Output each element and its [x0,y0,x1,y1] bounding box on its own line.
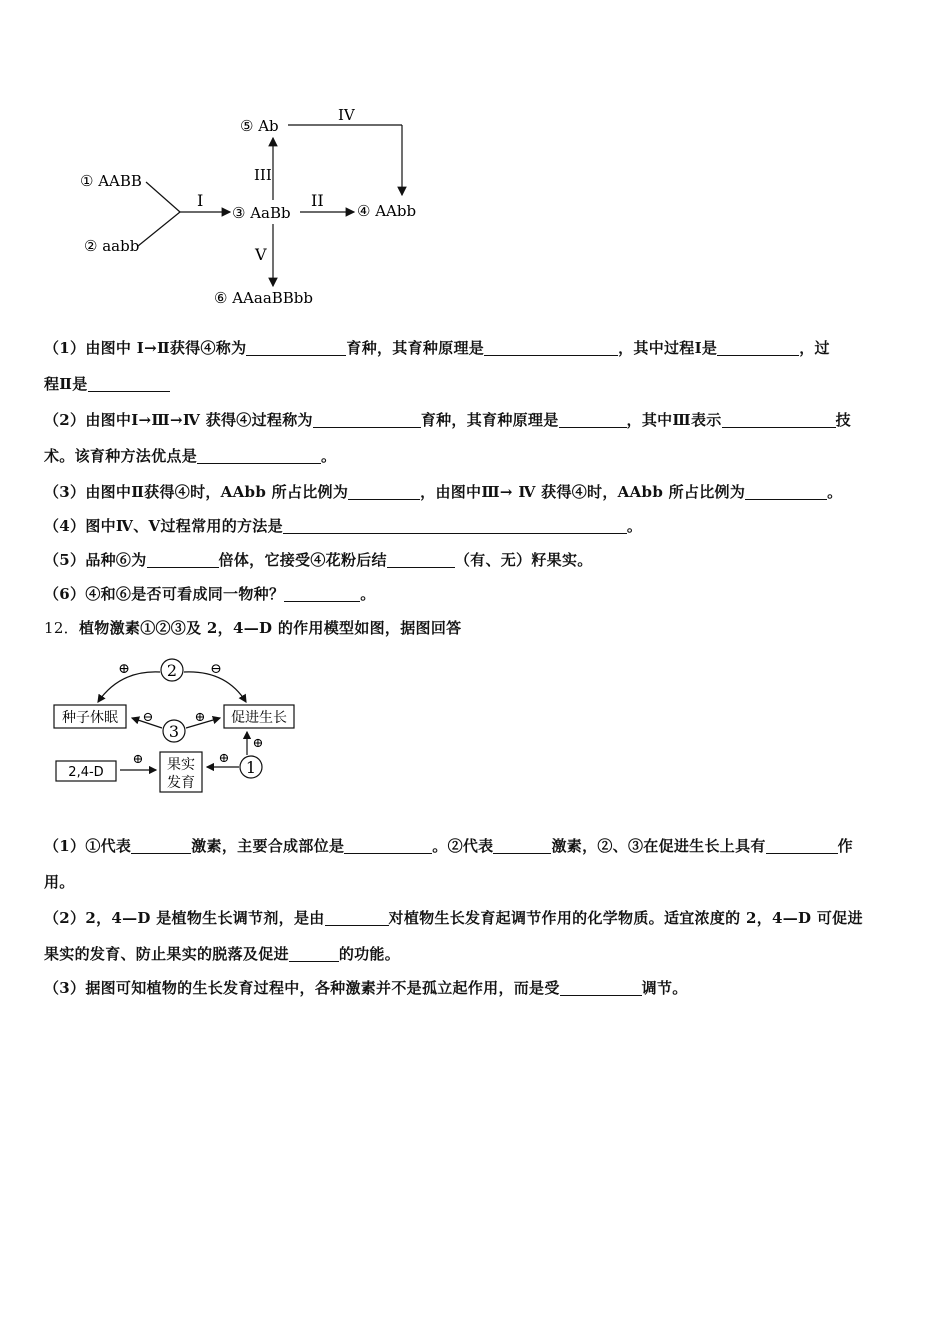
p1-q3-line [44,481,842,502]
p2-q2-line2 [44,943,400,964]
p1-q6-text-a: （6）④和⑥是否可看成同一物种？ [44,585,285,603]
label-I: I [197,191,204,210]
p1-q5-blank-1[interactable] [147,552,219,568]
fruit-label-line2: 发育 [167,775,195,791]
label-IV: IV [338,106,355,124]
p1-q1-line1 [44,337,830,358]
hormone-diagram [50,652,310,802]
p1-q2-text-e: 术。该育种方法优点是 [44,447,198,465]
p1-q2-text-d: 技 [835,411,851,429]
p1-q1-text-c: ，其中过程Ⅰ是 [618,339,718,357]
p2-q1-text-c: 。②代表 [432,837,494,855]
p1-q5-text-a: （5）品种⑥为 [44,551,147,569]
p2-q1-blank-4[interactable] [766,838,838,854]
p2-q3-blank-1[interactable] [560,980,642,996]
p2-q1-blank-2[interactable] [344,838,432,854]
p2-q2-line1 [44,907,863,928]
p2-q2-blank-2[interactable] [289,946,339,962]
hormone-2-number: 2 [166,661,178,680]
p1-q1-text-d: ，过 [799,339,830,357]
p2-q3-text-a: （3）据图可知植物的生长发育过程中，各种激素并不是孤立起作用，而是受 [44,979,560,997]
breeding-diagram [70,100,450,315]
p1-q5-text-b: 倍体，它接受④花粉后结 [218,551,387,569]
node-1: ① AABB [80,172,142,190]
p1-q2-blank-1[interactable] [313,412,421,428]
d24-label: 2,4-D [68,765,104,780]
p1-q2-text-a: （2）由图中Ⅰ→Ⅲ→Ⅳ 获得④过程称为 [44,411,313,429]
sign-2-dormancy: ⊕ [118,661,130,677]
p1-q4-text-a: （4）图中Ⅳ、Ⅴ过程常用的方法是 [44,517,283,535]
p1-q1-blank-1[interactable] [246,340,346,356]
p1-q1-blank-2[interactable] [484,340,618,356]
hormone-1-number: 1 [245,758,257,777]
p1-q2-text-c: ，其中Ⅲ表示 [626,411,722,429]
p2-q1-text-d: 激素，②、③在促进生长上具有 [551,837,766,855]
p1-q5-text-c: （有、无）籽果实。 [454,551,593,569]
p1-q6-blank-1[interactable] [284,586,360,602]
p1-q2-blank-4[interactable] [197,448,321,464]
p2-q1-text-f: 用。 [44,873,75,891]
node-3: ③ AaBb [232,204,291,222]
p1-q5-blank-2[interactable] [387,552,455,568]
p1-q4-line [44,515,642,536]
sign-3-growth: ⊕ [194,710,206,725]
p1-q5-line [44,549,593,570]
sign-3-dormancy: ⊖ [142,710,154,725]
p2-q1-line1 [44,835,853,856]
p2-q2-blank-1[interactable] [325,910,389,926]
label-V: V [255,245,267,264]
p1-q3-text-c: 。 [827,483,843,501]
p2-q2-text-a: （2）2，4—D 是植物生长调节剂，是由 [44,909,325,927]
p2-q2-text-c: 果实的发育、防止果实的脱落及促进 [44,945,289,963]
p1-q2-text-f: 。 [321,447,337,465]
p2-q2-text-d: 的功能。 [338,945,401,963]
q12-stem-text: 植物激素①②③及 2，4—D 的作用模型如图，据图回答 [79,619,462,637]
p1-q4-text-b: 。 [626,517,643,535]
p1-q6-line [44,583,376,604]
p2-q3-text-b: 调节。 [641,979,688,997]
promote-growth-label: 促进生长 [231,710,287,726]
p2-q1-blank-3[interactable] [493,838,551,854]
question-12-stem [44,617,461,638]
node-5: ⑤ Ab [240,117,279,135]
p1-q3-text-a: （3）由图中Ⅱ获得④时，AAbb 所占比例为 [44,483,349,501]
p1-q4-blank-1[interactable] [283,518,627,534]
node-2: ② aabb [84,237,140,255]
label-II: II [311,191,324,210]
p1-q2-line1 [44,409,851,430]
sign-d24-fruit: ⊕ [132,752,144,767]
p2-q3-line [44,977,688,998]
p1-q1-blank-4[interactable] [88,376,170,392]
p1-q1-text-a: （1）由图中 Ⅰ→Ⅱ获得④称为 [44,339,247,357]
p2-q1-text-e: 作 [837,837,853,855]
sign-2-growth: ⊖ [210,661,222,677]
node-4: ④ AAbb [357,202,417,220]
sign-1-growth: ⊕ [252,736,264,751]
cross-line-upper [146,182,180,212]
node-6: ⑥ AAaaBBbb [214,289,314,307]
p2-q1-line2 [44,871,75,892]
seed-dormancy-label: 种子休眠 [62,710,118,726]
p1-q2-blank-2[interactable] [559,412,627,428]
p2-q1-text-a: （1）①代表 [44,837,132,855]
p1-q6-text-b: 。 [360,585,376,603]
p1-q2-line2 [44,445,336,466]
p1-q1-text-b: 育种，其育种原理是 [346,339,485,357]
p1-q1-blank-3[interactable] [717,340,799,356]
p2-q2-text-b: 对植物生长发育起调节作用的化学物质。适宜浓度的 2，4—D 可促进 [388,909,863,927]
q12-number: 12． [44,619,79,637]
p1-q2-text-b: 育种，其育种原理是 [420,411,559,429]
p1-q3-blank-2[interactable] [745,484,827,500]
p2-q1-blank-1[interactable] [131,838,191,854]
sign-1-fruit: ⊕ [218,751,230,766]
p1-q3-text-b: ，由图中Ⅲ→ Ⅳ 获得④时，AAbb 所占比例为 [420,483,746,501]
p2-q1-text-b: 激素，主要合成部位是 [191,837,345,855]
p1-q2-blank-3[interactable] [722,412,836,428]
label-III: III [254,166,272,184]
hormone-3-number: 3 [168,722,180,741]
p1-q3-blank-1[interactable] [348,484,420,500]
cross-line-lower [138,212,180,246]
p1-q1-line2 [44,373,170,394]
fruit-label-line1: 果实 [167,757,195,773]
p1-q1-text-e: 程Ⅱ是 [44,375,88,393]
